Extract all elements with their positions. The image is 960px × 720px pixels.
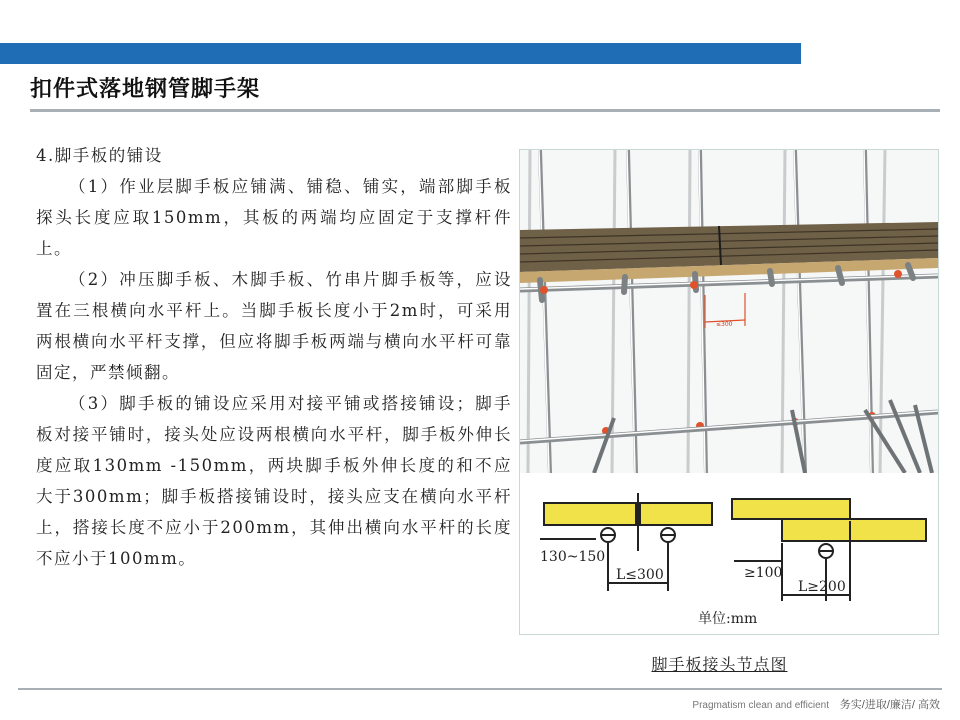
title-divider: [30, 109, 940, 112]
scaffold-photo: [520, 150, 938, 473]
footer-slogan-en: Pragmatism clean and efficient: [692, 700, 829, 711]
paragraph-1: （1）作业层脚手板应铺满、铺稳、铺实，端部脚手板探头长度应取150mm，其板的两端均应固定于支撑杆件上。: [36, 177, 512, 258]
figure-panel: [519, 149, 939, 635]
body-text: [36, 140, 512, 574]
footer-divider: [18, 688, 942, 690]
footer-slogan-cn: 务实/进取/廉洁/ 高效: [839, 699, 940, 711]
left-offset-label: 130~150: [540, 549, 606, 565]
page-title: 扣件式落地钢管脚手架: [30, 77, 261, 102]
section-heading: 4.脚手板的铺设: [36, 146, 163, 165]
header-accent-bar: [0, 43, 801, 64]
right-offset-label: ≥100: [744, 565, 783, 581]
paragraph-3: （3）脚手板的铺设应采用对接平铺或搭接铺设；脚手板对接平铺时，接头处应设两根横向水平杆，脚手板外伸长度应取130mm -150mm，两块脚手板外伸长度的和不应大于300mm；脚手板搭接铺设时，接头应支在横向水平杆上，搭接长度不应小于200mm，其伸出横向水平杆的长度不应小于100mm。: [36, 394, 512, 568]
unit-label: 单位:mm: [698, 611, 758, 627]
footer: [692, 696, 940, 712]
paragraph-2: （2）冲压脚手板、木脚手板、竹串片脚手板等，应设置在三根横向水平杆上。当脚手板长度小于2m时，可采用两根横向水平杆支撑，但应将脚手板两端与横向水平杆可靠固定，严禁倾翻。: [36, 270, 512, 382]
photo-dimension-label: ≤300: [716, 321, 733, 328]
plank-joint-diagram: [520, 473, 938, 634]
right-length-label: L≥200: [798, 579, 846, 595]
figure-caption: 脚手板接头节点图: [651, 655, 788, 674]
left-length-label: L≤300: [616, 567, 664, 583]
